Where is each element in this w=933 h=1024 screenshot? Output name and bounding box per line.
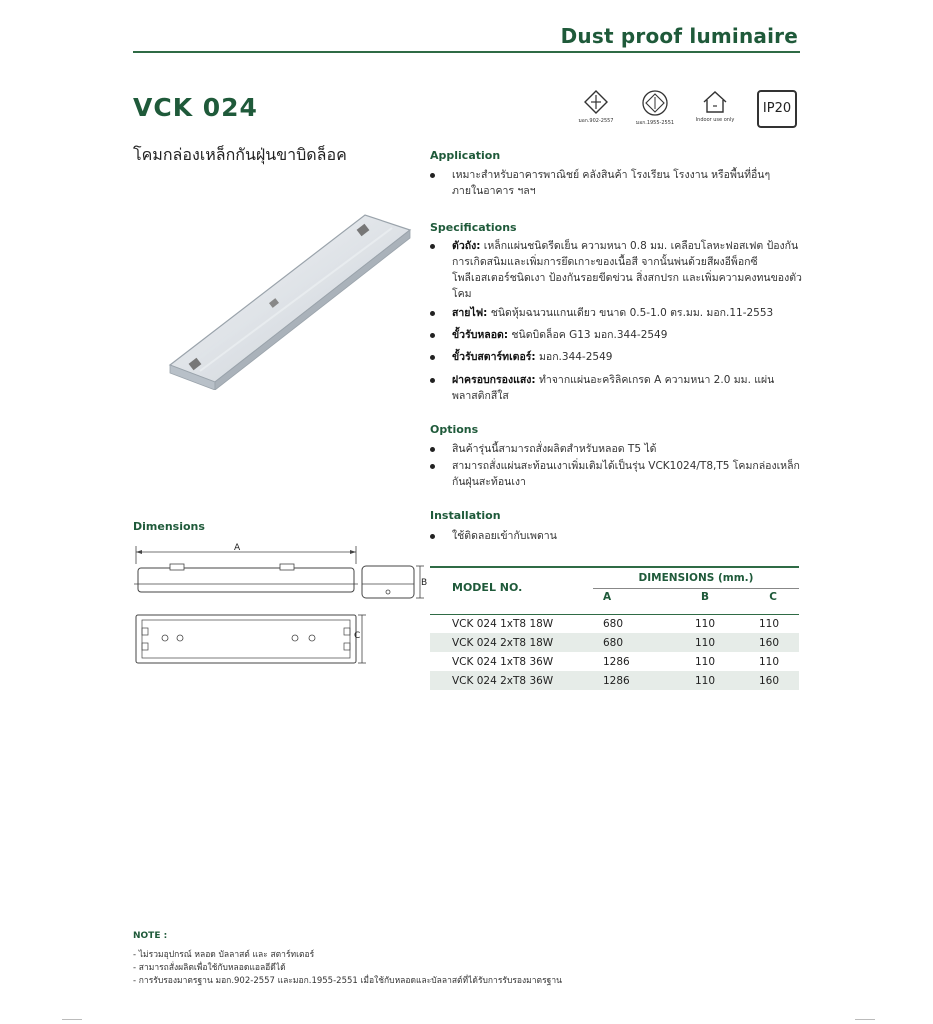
options-text: สามารถสั่งแผ่นสะท้อนเงาเพิ่มเติมได้เป็นรุ่น VCK1024/T8,T5 โคมกล่องเหล็กกันฝุ่นสะท้อนเงา [452, 460, 800, 488]
application-heading: Application [430, 149, 501, 162]
bullet-dot [430, 447, 435, 452]
ip-rating-icon: IP20 [757, 90, 797, 128]
row-model: VCK 024 1xT8 36W [452, 655, 554, 668]
spec-label: ตัวถัง: [452, 240, 481, 252]
application-item [430, 167, 800, 199]
header-title: Dust proof luminaire [560, 24, 798, 48]
product-model: VCK 024 [133, 93, 258, 122]
product-thai-title: โคมกล่องเหล็กกันฝุ่นขาบิดล็อค [133, 145, 347, 164]
spec-item-lampholder [430, 327, 802, 343]
dim-label-c: C [354, 631, 361, 641]
installation-heading: Installation [430, 509, 501, 522]
col-header-c: C [769, 591, 777, 604]
notes-heading: NOTE : [133, 931, 168, 941]
footer-mark-right [855, 1019, 875, 1020]
note-item: - การรับรองมาตรฐาน มอก.902-2557 และมอก.1955-2551 เมื่อใช้กับหลอดและบัลลาสต์ที่ได้รับการรับรองมาตรฐาน [133, 976, 562, 986]
row-c: 160 [758, 674, 779, 687]
options-text: สินค้ารุ่นนี้สามารถสั่งผลิตสำหรับหลอด T5 ได้ [452, 443, 657, 455]
tis-safety-badge [630, 90, 680, 127]
col-header-b: B [700, 591, 709, 604]
row-b: 110 [694, 674, 716, 687]
spec-text: ทำจากแผ่นอะคริลิคเกรด A ความหนา 2.0 มม. แผ่นพลาสติกสีใส [452, 374, 775, 402]
spec-label: ขั้วรับหลอด: [452, 329, 509, 341]
spec-label: ฝาครอบกรองแสง: [452, 374, 536, 386]
bullet-dot [430, 534, 435, 539]
bullet-dot [430, 355, 435, 360]
application-text: เหมาะสำหรับอาคารพาณิชย์ คลังสินค้า โรงเรียน โรงงาน หรือพื้นที่อื่นๆ ภายในอาคาร ฯลฯ [452, 169, 771, 197]
row-c: 160 [758, 636, 779, 649]
indoor-house-icon [702, 90, 728, 114]
bullet-dot [430, 464, 435, 469]
installation-text: ใช้ติดลอยเข้ากับเพดาน [452, 530, 557, 542]
col-header-a: A [603, 591, 612, 604]
row-a: 1286 [603, 674, 630, 687]
row-c: 110 [758, 617, 779, 630]
table-row [430, 614, 799, 633]
spec-item-body [430, 238, 802, 302]
bullet-dot [430, 378, 435, 383]
table-row [430, 652, 799, 671]
bullet-dot [430, 333, 435, 338]
cert-label-tis: มอก.902-2557 [578, 118, 614, 124]
row-model: VCK 024 2xT8 36W [452, 674, 554, 687]
cert-label-indoor: Indoor use only [695, 117, 735, 123]
spec-text: เหล็กแผ่นชนิดรีดเย็น ความหนา 0.8 มม. เคลือบโลหะฟอสเฟต ป้องกันการเกิดสนิมและเพิ่มการยึดเกาะของเนื้อสี จากนั้นพ่นด้วยสีผงอีพ็อกซีโพลีเอสเตอร์ชนิดเงา ป้องกันรอยขีดข่วน สิ่งสกปรก และเพิ่มความคงทนของตัวโคม [452, 240, 802, 300]
row-b: 110 [694, 636, 716, 649]
dimensions-heading: Dimensions [133, 520, 205, 533]
spec-item-starter [430, 349, 802, 365]
row-model: VCK 024 1xT8 18W [452, 617, 554, 630]
note-item: - สามารถสั่งผลิตเพื่อใช้กับหลอดแอลอีดีได้ [133, 963, 286, 973]
table-row [430, 633, 799, 652]
indoor-use-badge [690, 90, 740, 123]
bullet-dot [430, 311, 435, 316]
spec-item-diffuser [430, 372, 802, 404]
dimensions-header: DIMENSIONS (mm.) [593, 568, 799, 588]
tis-certification-icon [584, 90, 608, 114]
spec-text: ชนิดบิดล็อค G13 มอก.344-2549 [508, 329, 668, 341]
luminaire-product-image [160, 200, 420, 390]
specifications-heading: Specifications [430, 221, 517, 234]
row-b: 110 [694, 655, 716, 668]
spec-item-wire [430, 305, 802, 321]
table-row [430, 671, 799, 690]
installation-item [430, 528, 800, 544]
row-model: VCK 024 2xT8 18W [452, 636, 554, 649]
row-a: 680 [603, 617, 624, 630]
model-header: MODEL NO. [452, 580, 523, 594]
bullet-dot [430, 173, 435, 178]
bullet-dot [430, 244, 435, 249]
row-a: 1286 [603, 655, 630, 668]
tis-certification-badge [571, 90, 621, 125]
row-a: 680 [603, 636, 624, 649]
spec-label: สายไฟ: [452, 307, 488, 319]
dim-label-b: B [421, 578, 428, 588]
row-c: 110 [758, 655, 779, 668]
tis-safety-certification-icon [642, 90, 668, 116]
row-b: 110 [694, 617, 716, 630]
spec-text: มอก.344-2549 [535, 351, 613, 363]
note-item: - ไม่รวมอุปกรณ์ หลอด บัลลาสต์ และ สตาร์ทเตอร์ [133, 950, 315, 960]
dimension-drawing [130, 540, 435, 670]
options-item [430, 458, 800, 490]
dim-label-a: A [234, 543, 241, 553]
dimensions-table-wrap [430, 566, 799, 690]
header-divider [133, 51, 800, 53]
cert-label-tis-safety: มอก.1955-2551 [635, 120, 675, 126]
spec-label: ขั้วรับสตาร์ทเตอร์: [452, 351, 536, 363]
options-item [430, 441, 800, 457]
footer-mark-left [62, 1019, 82, 1020]
header-spacer [430, 606, 799, 614]
spec-text: ชนิดหุ้มฉนวนแกนเดียว ขนาด 0.5-1.0 ตร.มม. มอก.11-2553 [487, 307, 774, 319]
dimensions-table [430, 568, 799, 690]
options-heading: Options [430, 423, 479, 436]
